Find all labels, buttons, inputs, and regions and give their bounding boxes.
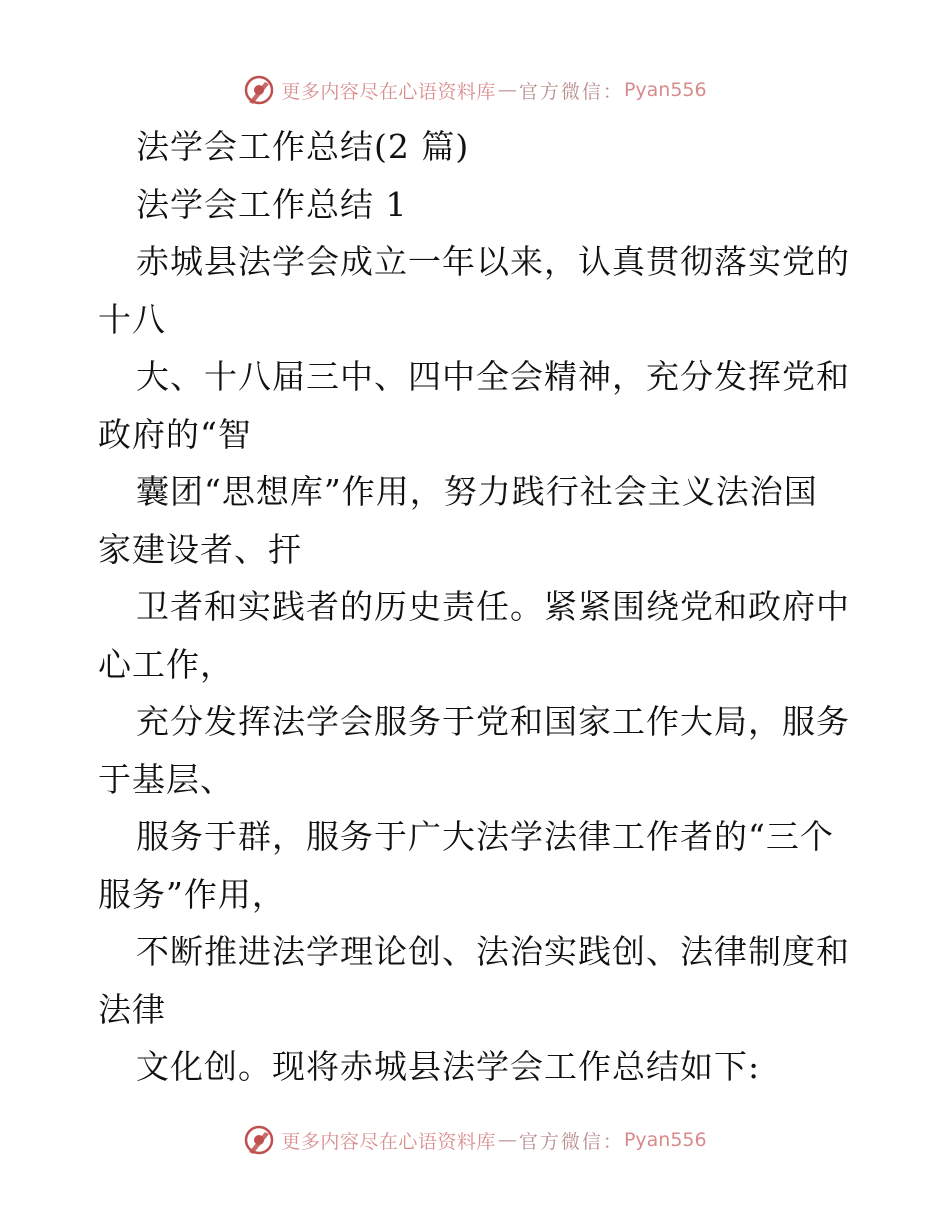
paragraph-line: 文化创。现将赤城县法学会工作总结如下: [136,1047,761,1086]
watermark-official-label: 官方微信： [518,80,624,103]
paragraph-line: 赤城县法学会成立一年以来，认真贯彻落实党的 [136,242,850,281]
watermark-account: Pyan556 [623,79,707,101]
document-title: 法学会工作总结(2 篇) [136,127,470,166]
watermark-separator: — [497,1129,517,1151]
section-heading: 法学会工作总结 1 [136,184,408,224]
paragraph-line: 家建设者、扞 [98,529,302,569]
paragraph-line: 政府的“智 [98,414,252,454]
paragraph-line: 充分发挥法学会服务于党和国家工作大局，服务 [136,702,850,741]
paragraph-line: 囊团“思想库”作用，努力践行社会主义法治国 [136,472,818,511]
paragraph-line: 十八 [98,299,166,339]
watermark-official-label: 官方微信： [518,1130,624,1153]
paragraph-line: 法律 [98,989,166,1029]
paragraph-line: 心工作， [98,644,234,684]
paragraph-line: 服务于群，服务于广大法学法律工作者的“三个 [136,817,834,856]
paragraph-line: 于基层、 [98,759,234,799]
document-body [98,118,858,1096]
footer-watermark [0,1120,950,1160]
pen-logo-icon [243,1124,275,1156]
watermark-separator: — [497,79,517,101]
watermark-account: Pyan556 [623,1129,707,1151]
paragraph-line: 大、十八届三中、四中全会精神，充分发挥党和 [136,357,850,396]
watermark-text: 更多内容尽在心语资料库 [281,1130,496,1153]
header-watermark [0,70,950,110]
paragraph-line: 不断推进法学理论创、法治实践创、法律制度和 [136,932,850,971]
paragraph-line: 服务”作用， [98,874,286,914]
pen-logo-icon [243,74,275,106]
paragraph-line: 卫者和实践者的历史责任。紧紧围绕党和政府中 [136,587,850,626]
watermark-text: 更多内容尽在心语资料库 [281,80,496,103]
